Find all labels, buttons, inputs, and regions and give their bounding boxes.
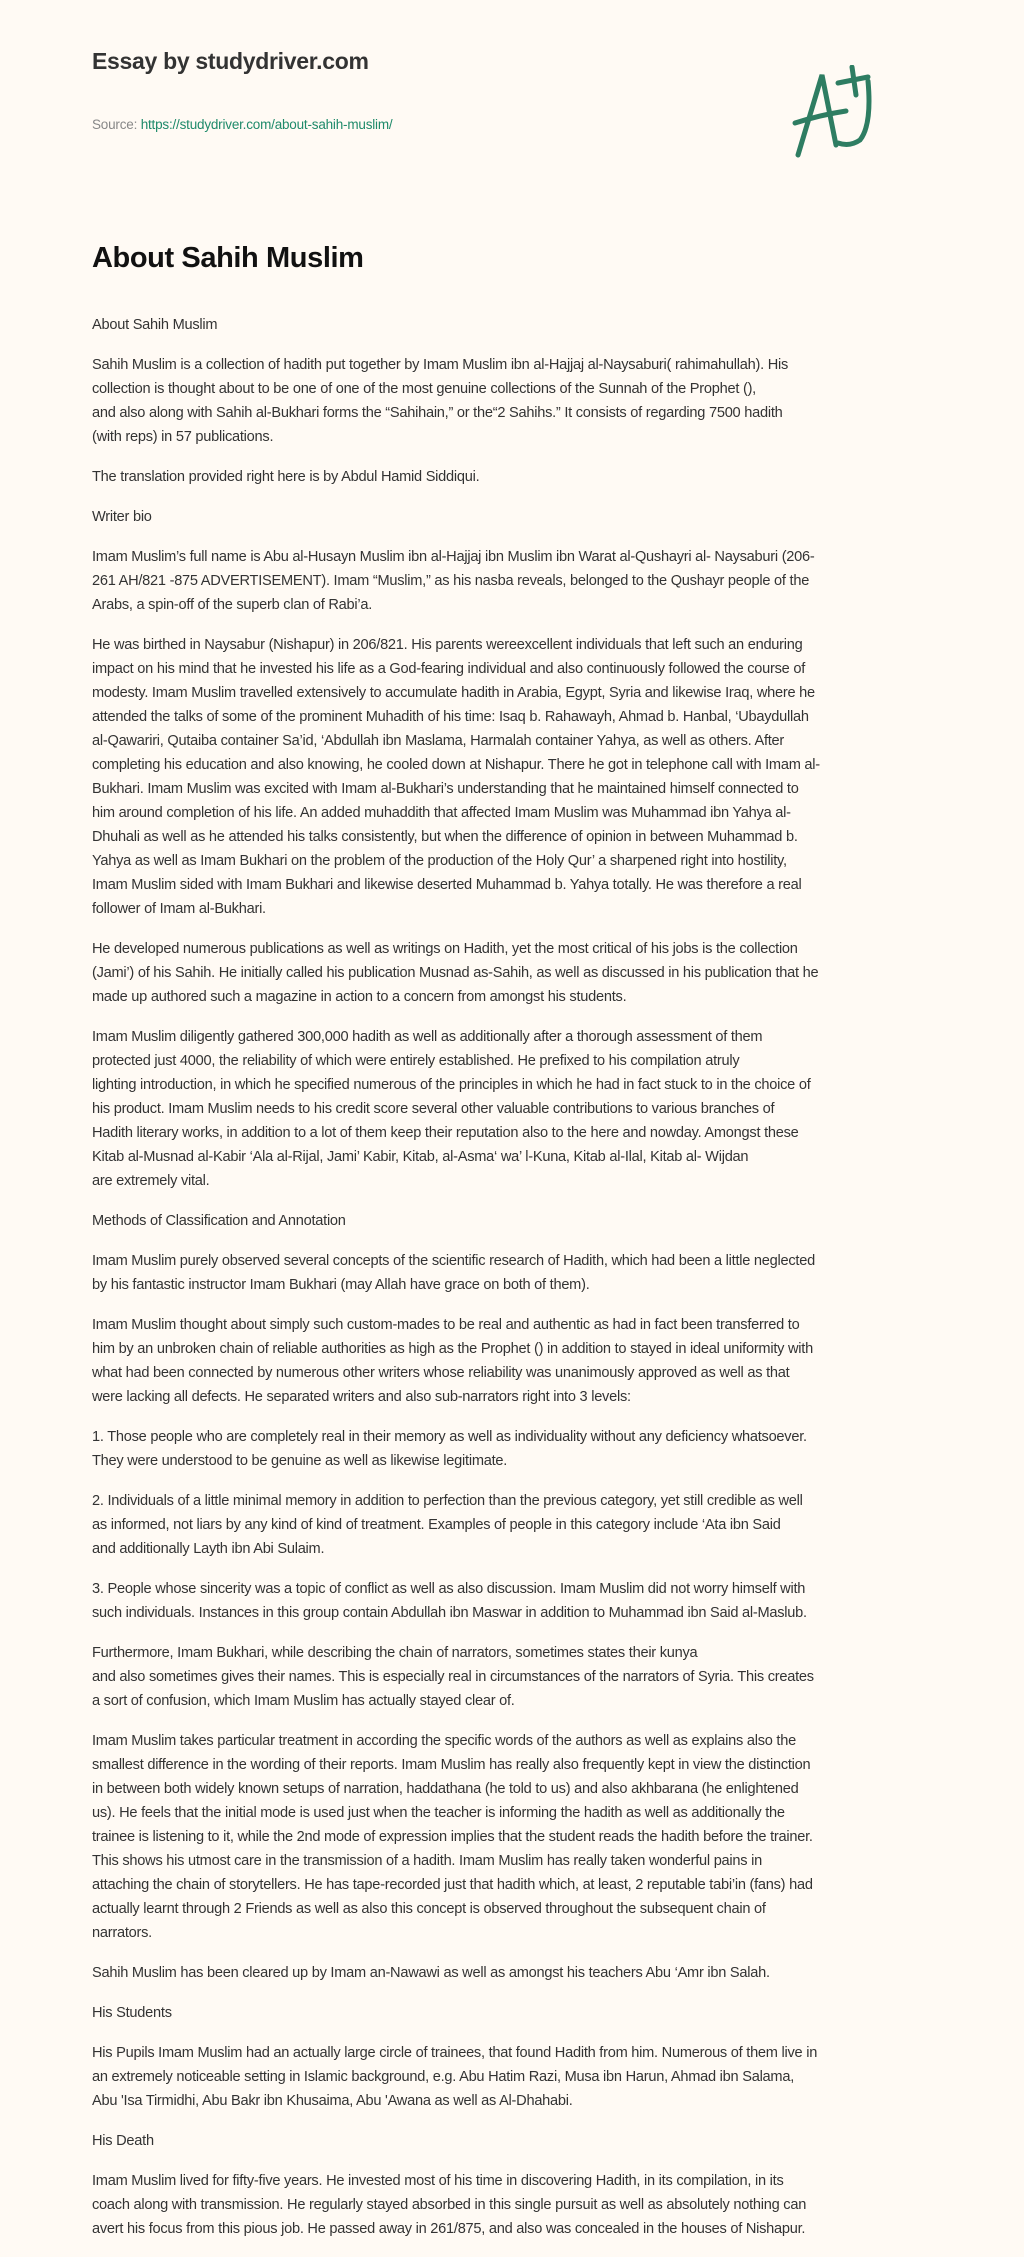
text-line: About Sahih Muslim [92,317,218,333]
text-line: 1. Those people who are completely real in their memory as well as individuality without any deficiency whatsoever. [92,1429,807,1445]
source-line [92,117,392,132]
paragraph [92,2169,972,2241]
text-line: 3. People whose sincerity was a topic of conflict as well as also discussion. Imam Muslim did not worry himself with [92,1581,806,1597]
text-line: 2. Individuals of a little minimal memory in addition to perfection than the previous category, yet still credible as well [92,1493,803,1509]
paragraph [92,1961,972,1985]
text-line: lighting introduction, in which he specified numerous of the principles in which he had in fact stuck to in the choice of [92,1077,811,1093]
text-line: The translation provided right here is by Abdul Hamid Siddiqui. [92,469,480,485]
text-line: Imam Muslim sided with Imam Bukhari and likewise deserted Muhammad b. Yahya totally. He was therefore a real [92,877,802,893]
section-heading [92,2129,972,2153]
text-line: Imam Muslim lived for fifty-five years. He invested most of his time in discovering Hadith, in its compilation, in its [92,2173,784,2189]
text-line: Writer bio [92,509,152,525]
text-line: as informed, not liars by any kind of kind of treatment. Examples of people in this category include ‘Ata ibn Said [92,1517,781,1533]
paragraph [92,465,972,489]
text-line: impact on his mind that he invested his life as a God-fearing individual and also continuously followed the course of [92,661,806,677]
text-line: Abu 'Isa Tirmidhi, Abu Bakr ibn Khusaima, Abu 'Awana as well as Al-Dhahabi. [92,2093,573,2109]
text-line: Imam Muslim’s full name is Abu al-Husayn Muslim ibn al-Hajjaj ibn Muslim ibn Warat al-Qushayri al- Naysaburi (206- [92,549,815,565]
text-line: were lacking all defects. He separated writers and also sub-narrators right into 3 levels: [92,1389,631,1405]
text-line: His Death [92,2133,154,2149]
text-line: made up authored such a magazine in action to a concern from amongst his students. [92,989,627,1005]
text-line: avert his focus from this pious job. He passed away in 261/875, and also was concealed in the houses of Nishapur. [92,2221,806,2237]
text-line: Methods of Classification and Annotation [92,1213,346,1229]
text-line: His Pupils Imam Muslim had an actually large circle of trainees, that found Hadith from him. Numerous of them live in [92,2045,818,2061]
text-line: narrators. [92,1925,152,1941]
section-heading [92,1209,972,1233]
paragraph [92,1489,972,1561]
text-line: 261 AH/821 -875 ADVERTISEMENT). Imam “Muslim,” as his nasba reveals, belonged to the Qushayr people of the [92,573,810,589]
paragraph [92,353,972,449]
text-line: trainee is listening to it, while the 2nd mode of expression implies that the student reads the hadith before the trainer. [92,1829,813,1845]
text-line: Hadith literary works, in addition to a lot of them keep their reputation also to the here and nowday. Amongst these [92,1125,799,1141]
text-line: Yahya as well as Imam Bukhari on the problem of the production of the Holy Qur’ a sharpened right into hostility, [92,853,787,869]
text-line: smallest difference in the wording of their reports. Imam Muslim has really also frequently kept in view the distinction [92,1757,811,1773]
text-line: him around completion of his life. An added muhaddith that affected Imam Muslim was Muhammad ibn Yahya al- [92,805,791,821]
text-line: They were understood to be genuine as well as likewise legitimate. [92,1453,508,1469]
text-line: modesty. Imam Muslim travelled extensively to accumulate hadith in Arabia, Egypt, Syria and likewise Iraq, where he [92,685,815,701]
paragraph [92,2041,972,2113]
text-line: Sahih Muslim is a collection of hadith put together by Imam Muslim ibn al-Hajjaj al-Naysaburi( rahimahullah). His [92,357,789,373]
paragraph [92,1577,972,1625]
text-line: He was birthed in Naysabur (Nishapur) in 206/821. His parents wereexcellent individuals that left such an enduring [92,637,803,653]
text-line: completing his education and also knowing, he cooled down at Nishapur. There he got in telephone call with Imam al- [92,757,820,773]
article-title: About Sahih Muslim [92,242,364,274]
text-line: (with reps) in 57 publications. [92,429,274,445]
text-line: Arabs, a spin-off of the superb clan of Rabi’a. [92,597,373,613]
text-line: This shows his utmost care in the transmission of a hadith. Imam Muslim has really taken wonderful pains in [92,1853,762,1869]
text-line: Imam Muslim purely observed several concepts of the scientific research of Hadith, which had been a little neglected [92,1253,815,1269]
source-label: Source: [92,117,141,132]
text-line: and additionally Layth ibn Abi Sulaim. [92,1541,325,1557]
paragraph [92,1641,972,1713]
paragraph [92,1249,972,1297]
text-line: and also along with Sahih al-Bukhari forms the “Sahihain,” or the“2 Sahihs.” It consists of regarding 7500 hadith [92,405,783,421]
paragraph [92,1025,972,1193]
paragraph [92,1425,972,1473]
section-heading [92,505,972,529]
text-line: collection is thought about to be one of one of the most genuine collections of the Sunnah of the Prophet (), [92,381,756,397]
text-line: Furthermore, Imam Bukhari, while describing the chain of narrators, sometimes states their kunya [92,1645,698,1661]
text-line: protected just 4000, the reliability of which were entirely established. He prefixed to his compilation atruly [92,1053,740,1069]
text-line: us). He feels that the initial mode is used just when the teacher is informing the hadith as well as additionally the [92,1805,785,1821]
article-body [92,313,972,2257]
text-line: attended the talks of some of the prominent Muhadith of his time: Isaq b. Rahawayh, Ahmad b. Hanbal, ‘Ubaydullah [92,709,809,725]
section-heading [92,313,972,337]
paragraph [92,1313,972,1409]
text-line: by his fantastic instructor Imam Bukhari (may Allah have grace on both of them). [92,1277,590,1293]
text-line: attaching the chain of storytellers. He has tape-recorded just that hadith which, at least, 2 reputable tabi’in (fans) had [92,1877,813,1893]
text-line: Imam Muslim diligently gathered 300,000 hadith as well as additionally after a thorough assessment of them [92,1029,763,1045]
text-line: such individuals. Instances in this group contain Abdullah ibn Maswar in addition to Muhammad ibn Said al-Maslub. [92,1605,807,1621]
text-line: are extremely vital. [92,1173,210,1189]
text-line: Dhuhali as well as he attended his talks consistently, but when the difference of opinion in between Muhammad b. [92,829,798,845]
paragraph [92,937,972,1009]
a-plus-logo-icon [790,65,900,165]
text-line: Imam Muslim thought about simply such custom-mades to be real and authentic as had in fact been transferred to [92,1317,800,1333]
text-line: a sort of confusion, which Imam Muslim has actually stayed clear of. [92,1693,515,1709]
text-line: Sahih Muslim has been cleared up by Imam an-Nawawi as well as amongst his teachers Abu ‘Amr ibn Salah. [92,1965,770,1981]
source-link[interactable]: https://studydriver.com/about-sahih-muslim/ [140,117,393,132]
text-line: Bukhari. Imam Muslim was excited with Imam al-Bukhari’s understanding that he maintained himself connected to [92,781,799,797]
section-heading [92,2001,972,2025]
text-line: follower of Imam al-Bukhari. [92,901,266,917]
text-line: actually learnt through 2 Friends as well as also this concept is observed throughout the subsequent chain of [92,1901,766,1917]
text-line: and also sometimes gives their names. This is especially real in circumstances of the narrators of Syria. This creates [92,1669,814,1685]
paragraph [92,545,972,617]
text-line: him by an unbroken chain of reliable authorities as high as the Prophet () in addition to stayed in ideal uniformity with [92,1341,813,1357]
text-line: what had been connected by numerous other writers whose reliability was unanimously approved as well as that [92,1365,790,1381]
site-title: Essay by studydriver.com [92,48,369,74]
text-line: an extremely noticeable setting in Islamic background, e.g. Abu Hatim Razi, Musa ibn Harun, Ahmad ibn Salama, [92,2069,795,2085]
text-line: in between both widely known setups of narration, haddathana (he told to us) and also akhbarana (he enlightened [92,1781,799,1797]
paragraph [92,633,972,921]
text-line: his product. Imam Muslim needs to his credit score several other valuable contributions to various branches of [92,1101,775,1117]
text-line: Imam Muslim takes particular treatment in according the specific words of the authors as well as explains also the [92,1733,796,1749]
text-line: He developed numerous publications as well as writings on Hadith, yet the most critical of his jobs is the collection [92,941,798,957]
text-line: coach along with transmission. He regularly stayed absorbed in this single pursuit as well as absolutely nothing can [92,2197,807,2213]
text-line: Kitab al-Musnad al-Kabir ‘Ala al-Rijal, Jami’ Kabir, Kitab, al-Asma‘ wa’ l-Kuna, Kitab al-Ilal, Kitab al- Wijdan [92,1149,749,1165]
text-line: His Students [92,2005,172,2021]
text-line: (Jami’) of his Sahih. He initially called his publication Musnad as-Sahih, as well as discussed in his publication that he [92,965,819,981]
paragraph [92,1729,972,1945]
text-line: al-Qawariri, Qutaiba container Sa’id, ‘Abdullah ibn Maslama, Harmalah container Yahya, as well as others. After [92,733,785,749]
